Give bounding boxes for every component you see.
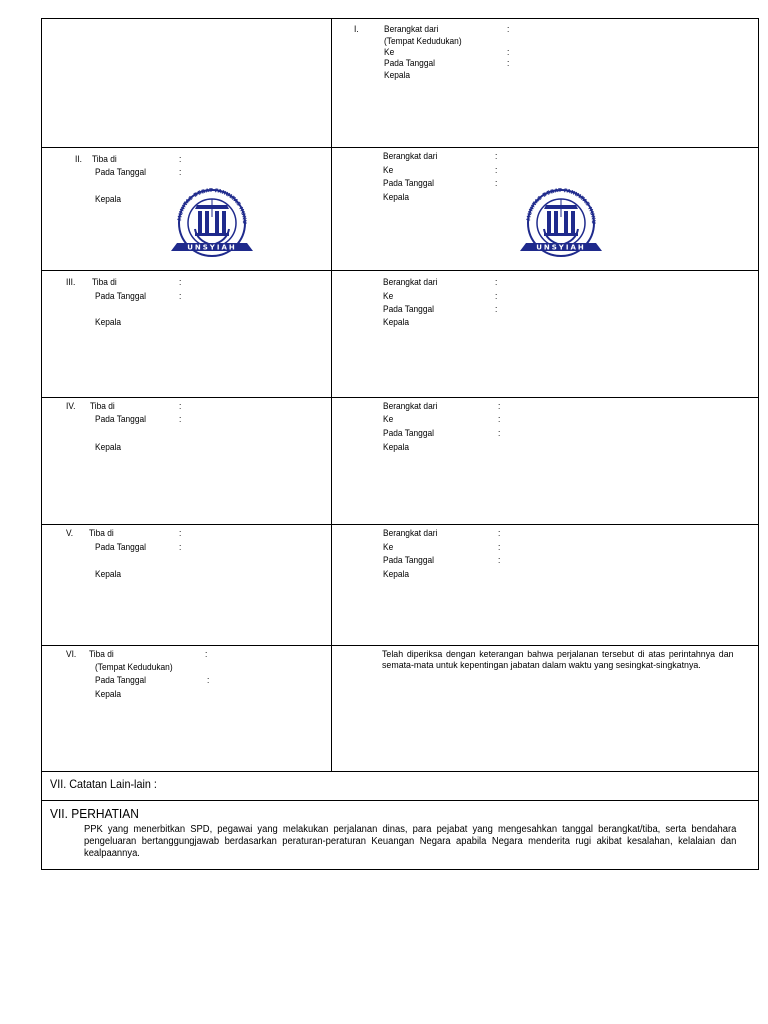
section-1-tanggal-label: Pada Tanggal xyxy=(384,58,435,69)
spd-back-form xyxy=(41,18,759,870)
section-5-colon: : xyxy=(179,528,182,539)
svg-text:KOMUNITAS DEBAT FAKULTAS HUKUM: MUNITAS DEBAT FAKULTAS HUKU xyxy=(526,187,597,225)
section-2-colon: : xyxy=(179,167,182,178)
perhatian-text: PPK yang menerbitkan SPD, pegawai yang melakukan perjalanan dinas, para pejabat yang mengesahkan tanggal berangkat/tiba, serta bendahara pengeluaran bertanggungjawab berdasarkan peraturan-peraturan Keuangan Negara apabila Negara menderita rugi akibat kesalahan, kelalaian dan kealpaannya. xyxy=(84,824,737,859)
section-2-number: II. xyxy=(75,154,82,165)
section-2-r-kepala-label: Kepala xyxy=(383,192,410,203)
section-3-r-colon: : xyxy=(495,291,498,302)
section-4-r-colon: : xyxy=(498,428,501,439)
section-4-tiba-label: Tiba di xyxy=(90,401,115,412)
section-1-tempat-label: (Tempat Kedudukan) xyxy=(384,36,462,47)
section-3-kepala-label: Kepala xyxy=(95,317,122,328)
unsyiah-logo-left-graphic xyxy=(167,187,257,257)
section-1-kepala-label: Kepala xyxy=(384,70,411,81)
section-3-tiba-label: Tiba di xyxy=(92,277,117,288)
section-5-number: V. xyxy=(66,528,74,539)
section-4-r-tanggal-label: Pada Tanggal xyxy=(383,428,434,439)
section-4-r-berangkat-label: Berangkat dari xyxy=(383,401,438,412)
row-divider-1 xyxy=(42,147,758,148)
section-4-r-kepala-label: Kepala xyxy=(383,442,410,453)
section-2-r-tanggal-label: Pada Tanggal xyxy=(383,178,434,189)
perhatian-heading: VII. PERHATIAN xyxy=(50,806,139,821)
row-divider-7 xyxy=(42,800,758,801)
section-1-berangkat-label: Berangkat dari xyxy=(384,24,439,35)
section-2-tiba-label: Tiba di xyxy=(92,154,117,165)
svg-text:KOMUNITAS DEBAT FAKULTAS HUKUM: MUNITAS DEBAT FAKULTAS HUKU xyxy=(177,187,248,225)
section-4-colon: : xyxy=(179,414,182,425)
section-3-r-berangkat-label: Berangkat dari xyxy=(383,277,438,288)
section-5-r-colon: : xyxy=(498,555,501,566)
section-6-number: VI. xyxy=(66,649,77,660)
section-6-colon: : xyxy=(205,649,208,660)
section-3-colon: : xyxy=(179,291,182,302)
section-6-tiba-label: Tiba di xyxy=(89,649,114,660)
section-5-kepala-label: Kepala xyxy=(95,569,122,580)
unsyiah-logo-right-graphic xyxy=(516,187,606,257)
section-3-r-ke-label: Ke xyxy=(383,291,394,302)
row-divider-2 xyxy=(42,270,758,271)
section-5-colon: : xyxy=(179,542,182,553)
section-5-r-tanggal-label: Pada Tanggal xyxy=(383,555,434,566)
section-4-number: IV. xyxy=(66,401,76,412)
svg-text:UNSYIAH: UNSYIAH xyxy=(536,243,586,252)
section-4-kepala-label: Kepala xyxy=(95,442,122,453)
section-1-ke-label: Ke xyxy=(384,47,395,58)
section-2-r-colon: : xyxy=(495,151,498,162)
verification-statement: Telah diperiksa dengan keterangan bahwa perjalanan tersebut di atas perintahnya dan semata-mata untuk kepentingan jabatan dalam waktu yang sesingkat-singkatnya. xyxy=(382,649,734,671)
unsyiah-logo-right xyxy=(516,187,606,257)
section-2-kepala-label: Kepala xyxy=(95,194,122,205)
section-3-r-colon: : xyxy=(495,304,498,315)
section-3-r-colon: : xyxy=(495,277,498,288)
section-4-r-ke-label: Ke xyxy=(383,414,394,425)
catatan-lain-lain-heading: VII. Catatan Lain-lain : xyxy=(50,777,157,791)
section-5-tanggal-label: Pada Tanggal xyxy=(95,542,146,553)
section-2-tanggal-label: Pada Tanggal xyxy=(95,167,146,178)
unsyiah-logo-left xyxy=(167,187,257,257)
section-6-kepala-label: Kepala xyxy=(95,689,122,700)
section-6-tempat-label: (Tempat Kedudukan) xyxy=(95,662,173,673)
section-5-r-ke-label: Ke xyxy=(383,542,394,553)
section-4-colon: : xyxy=(179,401,182,412)
section-2-r-ke-label: Ke xyxy=(383,165,394,176)
section-5-r-colon: : xyxy=(498,528,501,539)
section-2-r-berangkat-label: Berangkat dari xyxy=(383,151,438,162)
section-4-r-colon: : xyxy=(498,401,501,412)
row-divider-5 xyxy=(42,645,758,646)
section-2-r-colon: : xyxy=(495,178,498,189)
section-5-r-kepala-label: Kepala xyxy=(383,569,410,580)
section-2-colon: : xyxy=(179,154,182,165)
section-1-colon: : xyxy=(507,24,510,35)
section-5-r-colon: : xyxy=(498,542,501,553)
section-1-colon: : xyxy=(507,47,510,58)
section-3-r-kepala-label: Kepala xyxy=(383,317,410,328)
section-4-r-colon: : xyxy=(498,414,501,425)
row-divider-6 xyxy=(42,771,758,772)
section-6-tanggal-label: Pada Tanggal xyxy=(95,675,146,686)
section-3-tanggal-label: Pada Tanggal xyxy=(95,291,146,302)
row-divider-4 xyxy=(42,524,758,525)
section-6-colon: : xyxy=(207,675,210,686)
section-5-r-berangkat-label: Berangkat dari xyxy=(383,528,438,539)
section-1-colon: : xyxy=(507,58,510,69)
section-3-number: III. xyxy=(66,277,76,288)
section-3-colon: : xyxy=(179,277,182,288)
row-divider-3 xyxy=(42,397,758,398)
section-4-tanggal-label: Pada Tanggal xyxy=(95,414,146,425)
section-5-tiba-label: Tiba di xyxy=(89,528,114,539)
section-3-r-tanggal-label: Pada Tanggal xyxy=(383,304,434,315)
section-2-r-colon: : xyxy=(495,165,498,176)
column-divider xyxy=(331,19,332,771)
section-1-number: I. xyxy=(354,24,359,35)
svg-text:UNSYIAH: UNSYIAH xyxy=(187,243,237,252)
